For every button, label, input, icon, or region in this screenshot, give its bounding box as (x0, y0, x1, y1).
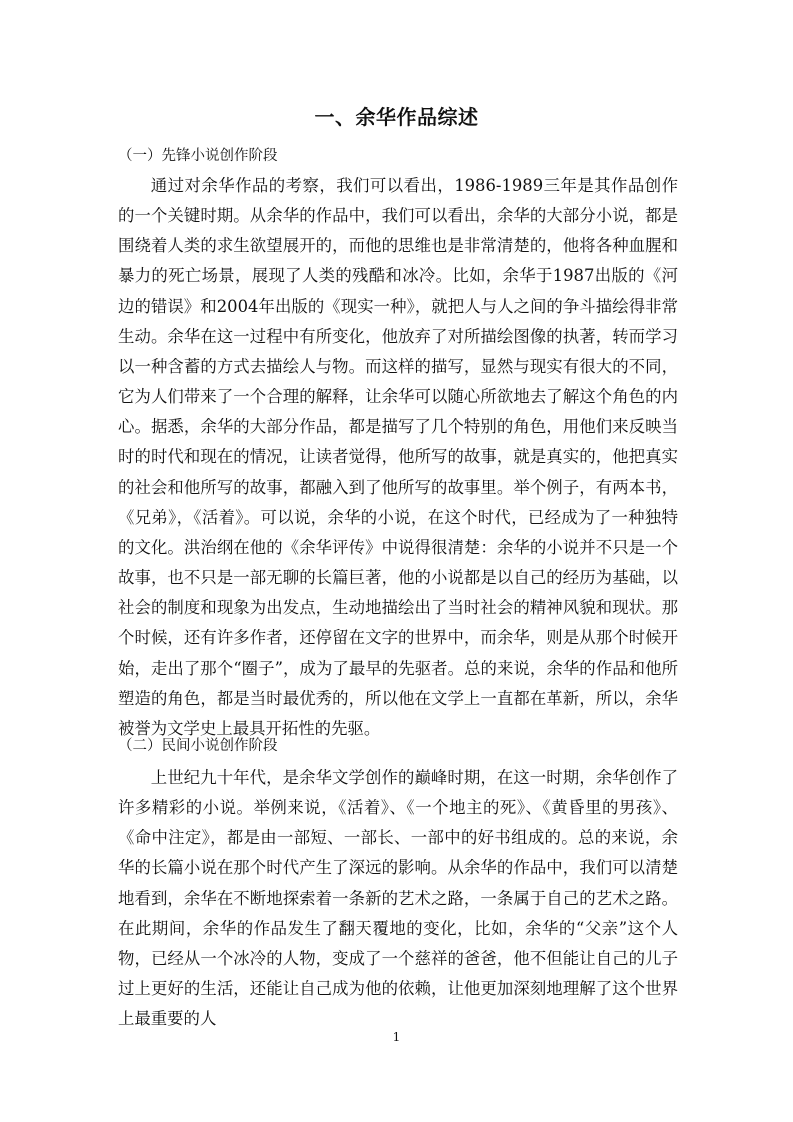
section-heading-avant-garde: （一）先锋小说创作阶段 (118, 148, 278, 164)
paragraph-folk: 上世纪九十年代，是余华文学创作的巅峰时期，在这一时期，余华创作了许多精彩的小说。举例来说，《活着》、《一个地主的死》、《黄昏里的男孩》、《命中注定》，都是由一部短、一部长、一部中的好书组成的。总的来说，余华的长篇小说在那个时代产生了深远的影响。从余华的作品中，我们可以清楚地看到，余华在不断地探索着一条新的艺术之路，一条属于自己的艺术之路。在此期间，余华的作品发生了翻天覆地的变化，比如，余华的“父亲”这个人物，已经从一个冰冷的人物，变成了一个慈祥的爸爸，他不但能让自己的儿子过上更好的生活，还能让自己成为他的依赖，让他更加深刻地理解了这个世界上最重要的人 (118, 768, 678, 1029)
paragraph-avant-garde: 通过对余华作品的考察，我们可以看出，1986-1989三年是其作品创作的一个关键时期。从余华的作品中，我们可以看出，余华的大部分小说，都是围绕着人类的求生欲望展开的，而他的思维也是非常清楚的，他将各种血腥和暴力的死亡场景，展现了人类的残酷和冰冷。比如，余华于1987出版的《河边的错误》和2004年出版的《现实一种》，就把人与人之间的争斗描绘得非常生动。余华在这一过程中有所变化，他放弃了对所描绘图像的执著，转而学习以一种含蓄的方式去描绘人与物。而这样的描写，显然与现实有很大的不同，它为人们带来了一个合理的解释，让余华可以随心所欲地去了解这个角色的内心。据悉，余华的大部分作品，都是描写了几个特别的角色，用他们来反映当时的时代和现在的情况，让读者觉得，他所写的故事，就是真实的，他把真实的社会和他所写的故事，都融入到了他所写的故事里。举个例子，有两本书，《兄弟》，《活着》。可以说，余华的小说，在这个时代，已经成为了一种独特的文化。洪治纲在他的《余华评传》中说得很清楚：余华的小说并不只是一个故事，也不只是一部无聊的长篇巨著，他的小说都是以自己的经历为基础，以社会的制度和现象为出发点，生动地描绘出了当时社会的精神风貌和现状。那个时候，还有许多作者，还停留在文字的世界中，而余华，则是从那个时候开始，走出了那个“圈子”，成为了最早的先驱者。总的来说，余华的作品和他所塑造的角色，都是当时最优秀的，所以他在文学上一直都在革新，所以，余华被誉为文学史上最具开拓性的先驱。 (118, 176, 678, 738)
section-heading-folk: （二）民间小说创作阶段 (118, 738, 278, 754)
document-title: 一、余华作品综述 (314, 105, 479, 129)
page-number: 1 (392, 1030, 401, 1044)
